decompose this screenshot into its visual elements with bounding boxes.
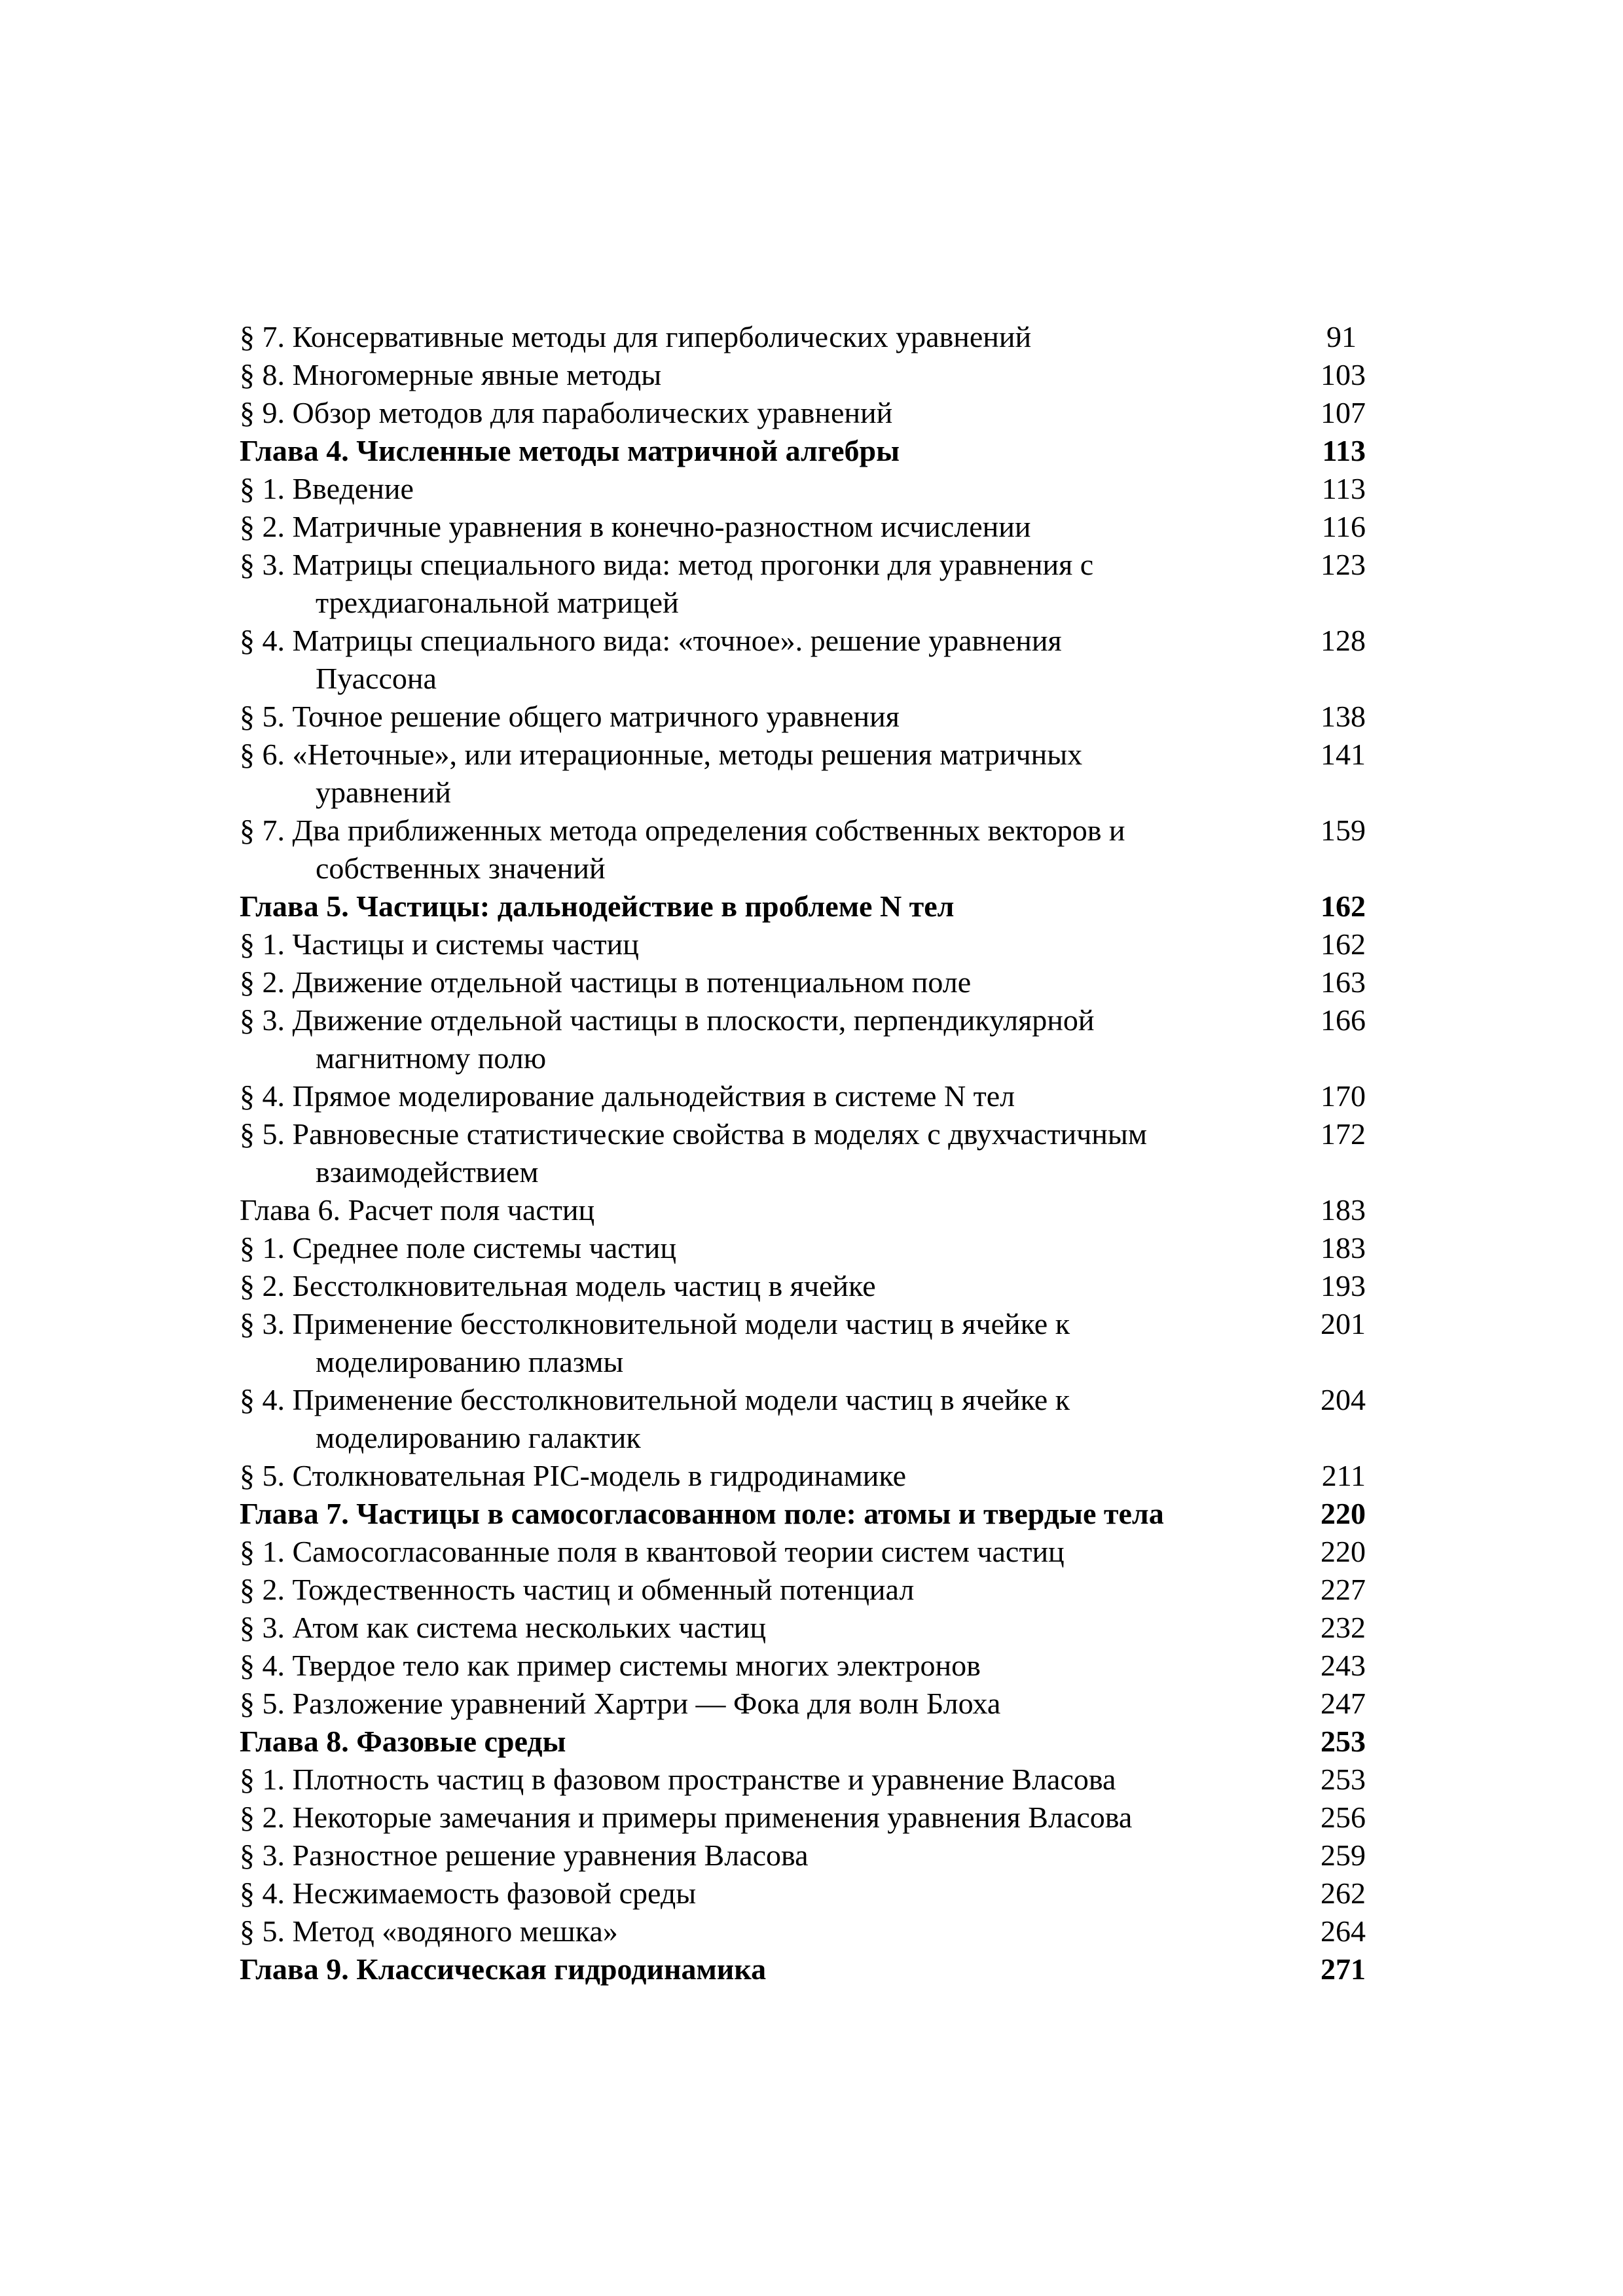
toc-entry-title-text: § 3. Применение бесстолкновительной модели частиц в ячейке к [240, 1307, 1070, 1340]
toc-entry-title-text: § 3. Матрицы специального вида: метод прогонки для уравнения с [240, 548, 1094, 581]
toc-entry-title-text: § 6. «Неточные», или итерационные, методы решения матричных [240, 738, 1083, 771]
toc-page-number: 262 [1321, 1876, 1366, 1910]
toc-page-number: 193 [1321, 1269, 1366, 1302]
toc-section-entry [240, 1761, 1366, 1799]
toc-page-number: 183 [1321, 1193, 1366, 1227]
toc-chapter-entry [240, 1723, 1366, 1761]
toc-entry-title [240, 812, 1241, 888]
toc-page-number: 253 [1321, 1725, 1366, 1758]
toc-entry-title-text: § 5. Разложение уравнений Хартри — Фока для волн Блоха [240, 1687, 1001, 1720]
toc-entry-title-text: § 8. Многомерные явные методы [240, 358, 662, 391]
toc-section-entry [240, 1001, 1366, 1077]
toc-section-entry [240, 1912, 1366, 1950]
toc-page-number: 264 [1321, 1914, 1366, 1948]
toc-chapter-entry [240, 1495, 1366, 1533]
toc-entry-title [240, 356, 1241, 394]
toc-entry-title [240, 736, 1241, 812]
toc-chapter-entry [240, 1950, 1366, 1988]
toc-section-entry [240, 1457, 1366, 1495]
toc-entry-title-continuation: трехдиагональной матрицей [316, 586, 679, 619]
toc-page-number: 204 [1321, 1383, 1366, 1416]
toc-entry-title-text: § 5. Точное решение общего матричного уравнения [240, 700, 900, 733]
toc-entry-title [240, 1685, 1241, 1723]
toc-entry-title [240, 622, 1241, 698]
toc-page-number: 220 [1321, 1497, 1366, 1530]
toc-entry-title-continuation: магнитному полю [316, 1041, 547, 1075]
toc-section-entry [240, 1077, 1366, 1115]
toc-section-entry [240, 356, 1366, 394]
toc-entry-title-text: Глава 5. Частицы: дальнодействие в проблеме N тел [240, 889, 955, 923]
toc-entry-title-continuation: моделированию плазмы [316, 1345, 624, 1378]
toc-page-number: 159 [1321, 814, 1366, 847]
toc-entry-title-text: Глава 7. Частицы в самосогласованном поле: атомы и твердые тела [240, 1497, 1164, 1530]
toc-entry-title [240, 470, 1241, 508]
toc-page-number: 163 [1321, 965, 1366, 999]
toc-entry-title-text: § 4. Применение бесстолкновительной модели частиц в ячейке к [240, 1383, 1070, 1416]
toc-section-entry [240, 1874, 1366, 1912]
toc-entry-title [240, 1001, 1241, 1077]
toc-entry-title-text: Глава 9. Классическая гидродинамика [240, 1952, 767, 1986]
toc-entry-title [240, 394, 1241, 432]
toc-entry-title [240, 1609, 1241, 1647]
toc-section-entry [240, 1647, 1366, 1685]
toc-entry-title-text: § 2. Некоторые замечания и примеры применения уравнения Власова [240, 1801, 1133, 1834]
toc-entry-title-text: § 7. Два приближенных метода определения собственных векторов и [240, 814, 1125, 847]
toc-section-entry [240, 1305, 1366, 1381]
toc-entry-title-text: § 4. Матрицы специального вида: «точное». решение уравнения [240, 624, 1062, 657]
toc-section-entry [240, 394, 1366, 432]
toc-entry-title-text: § 3. Атом как система нескольких частиц [240, 1611, 766, 1644]
toc-section-entry [240, 470, 1366, 508]
toc-entry-title-text: § 5. Равновесные статистические свойства в моделях с двухчастичным [240, 1117, 1147, 1151]
toc-entry-title [240, 1912, 1241, 1950]
toc-entry-title-continuation: уравнений [316, 776, 452, 809]
toc-entry-title [240, 1115, 1241, 1191]
toc-page-number: 170 [1321, 1079, 1366, 1113]
toc-entry-title [240, 1229, 1241, 1267]
toc-entry-title-text: Глава 6. Расчет поля частиц [240, 1193, 595, 1227]
toc-page-number: 253 [1321, 1763, 1366, 1796]
toc-entry-title [240, 508, 1241, 546]
toc-entry-title-text: § 2. Бесстолкновительная модель частиц в ячейке [240, 1269, 876, 1302]
toc-page-number: 166 [1321, 1003, 1366, 1037]
toc-entry-title-text: § 5. Столкновательная PIC-модель в гидродинамике [240, 1459, 906, 1492]
toc-section-entry [240, 736, 1366, 812]
toc-entry-title [240, 1571, 1241, 1609]
toc-section-entry [240, 1685, 1366, 1723]
toc-entry-title [240, 888, 1241, 925]
toc-entry-title-text: § 1. Самосогласованные поля в квантовой теории систем частиц [240, 1535, 1065, 1568]
toc-page-number: 243 [1321, 1649, 1366, 1682]
toc-page-number: 162 [1321, 889, 1366, 923]
toc-section-entry [240, 508, 1366, 546]
toc-entry-title-text: § 2. Тождественность частиц и обменный потенциал [240, 1573, 915, 1606]
toc-entry-title [240, 1799, 1241, 1837]
toc-chapter-entry [240, 888, 1366, 925]
toc-entry-title [240, 318, 1241, 356]
toc-entry-title-text: § 9. Обзор методов для параболических уравнений [240, 396, 893, 429]
toc-entry-title [240, 432, 1241, 470]
toc-entry-title [240, 1533, 1241, 1571]
toc-entry-title-text: § 7. Консервативные методы для гиперболических уравнений [240, 320, 1032, 353]
toc-entry-title-text: § 4. Прямое моделирование дальнодействия в системе N тел [240, 1079, 1015, 1113]
toc-entry-title-text: § 3. Разностное решение уравнения Власова [240, 1839, 809, 1872]
toc-page-number: 259 [1321, 1839, 1366, 1872]
toc-section-entry [240, 1533, 1366, 1571]
toc-entry-title [240, 1723, 1241, 1761]
toc-page-number: 183 [1321, 1231, 1366, 1265]
toc-entry-title [240, 1495, 1241, 1533]
toc-entry-title [240, 698, 1241, 736]
toc-section-entry [240, 1609, 1366, 1647]
toc-entry-title-text: § 3. Движение отдельной частицы в плоскости, перпендикулярной [240, 1003, 1095, 1037]
toc-page-number: 116 [1321, 510, 1366, 543]
toc-section-entry [240, 546, 1366, 622]
toc-section-entry [240, 1799, 1366, 1837]
toc-entry-title-continuation: взаимодействием [316, 1155, 539, 1189]
toc-section-entry [240, 318, 1366, 356]
toc-section-entry [240, 622, 1366, 698]
toc-entry-title [240, 1305, 1241, 1381]
toc-section-entry [240, 963, 1366, 1001]
toc-entry-title-text: Глава 4. Численные методы матричной алгебры [240, 434, 900, 467]
toc-entry-title [240, 1077, 1241, 1115]
toc-entry-title-text: § 2. Движение отдельной частицы в потенциальном поле [240, 965, 972, 999]
toc-page-number: 172 [1321, 1117, 1366, 1151]
toc-section-entry [240, 698, 1366, 736]
toc-entry-title [240, 1761, 1241, 1799]
toc-page-number: 103 [1321, 358, 1366, 391]
toc-entry-title-text: Глава 8. Фазовые среды [240, 1725, 566, 1758]
toc-page-number: 232 [1321, 1611, 1366, 1644]
toc-page-number: 201 [1321, 1307, 1366, 1340]
toc-entry-title-text: § 1. Среднее поле системы частиц [240, 1231, 677, 1265]
toc-page-number: 162 [1321, 927, 1366, 961]
toc-entry-title-text: § 1. Частицы и системы частиц [240, 927, 639, 961]
toc-page-number: 256 [1321, 1801, 1366, 1834]
toc-entry-title [240, 963, 1241, 1001]
toc-page-number: 113 [1322, 434, 1366, 467]
toc-page-number: 141 [1321, 738, 1366, 771]
toc-entry-title [240, 925, 1241, 963]
toc-entry-title [240, 1381, 1241, 1457]
toc-entry-title [240, 1457, 1241, 1495]
toc-section-entry [240, 1115, 1366, 1191]
toc-page-number: 113 [1321, 472, 1366, 505]
toc-entry-title-text: § 2. Матричные уравнения в конечно-разностном исчислении [240, 510, 1031, 543]
toc-section-entry [240, 1229, 1366, 1267]
toc-entry-title [240, 1874, 1241, 1912]
toc-entry-title [240, 1191, 1241, 1229]
toc-section-entry [240, 925, 1366, 963]
toc-entry-title [240, 1950, 1241, 1988]
toc-page-number: 128 [1321, 624, 1366, 657]
toc-section-entry [240, 1571, 1366, 1609]
toc-entry-title-text: § 4. Твердое тело как пример системы многих электронов [240, 1649, 981, 1682]
toc-entry-title-continuation: моделированию галактик [316, 1421, 641, 1454]
toc-page-number: 227 [1321, 1573, 1366, 1606]
toc-chapter-entry [240, 432, 1366, 470]
toc-entry-title-text: § 4. Несжимаемость фазовой среды [240, 1876, 697, 1910]
toc-section-entry [240, 1267, 1366, 1305]
toc-entry-title [240, 1267, 1241, 1305]
toc-page-number: 123 [1321, 548, 1366, 581]
toc-entry-title [240, 1647, 1241, 1685]
toc-page-number: 138 [1321, 700, 1366, 733]
toc-entry-title-continuation: Пуассона [316, 662, 437, 695]
toc-chapter-entry [240, 1191, 1366, 1229]
toc-section-entry [240, 1381, 1366, 1457]
toc-page-number: 271 [1321, 1952, 1366, 1986]
toc-entry-title-text: § 1. Введение [240, 472, 414, 505]
toc-page-number: 91 [1326, 320, 1357, 353]
toc-entry-title-text: § 1. Плотность частиц в фазовом пространстве и уравнение Власова [240, 1763, 1116, 1796]
toc-page-number: 220 [1321, 1535, 1366, 1568]
toc-entry-title-text: § 5. Метод «водяного мешка» [240, 1914, 618, 1948]
table-of-contents [240, 318, 1366, 1988]
toc-section-entry [240, 1837, 1366, 1874]
toc-entry-title [240, 1837, 1241, 1874]
toc-page-number: 107 [1321, 396, 1366, 429]
toc-entry-title-continuation: собственных значений [316, 852, 606, 885]
toc-page-number: 247 [1321, 1687, 1366, 1720]
toc-entry-title [240, 546, 1241, 622]
toc-page-number: 211 [1321, 1459, 1366, 1492]
toc-section-entry [240, 812, 1366, 888]
